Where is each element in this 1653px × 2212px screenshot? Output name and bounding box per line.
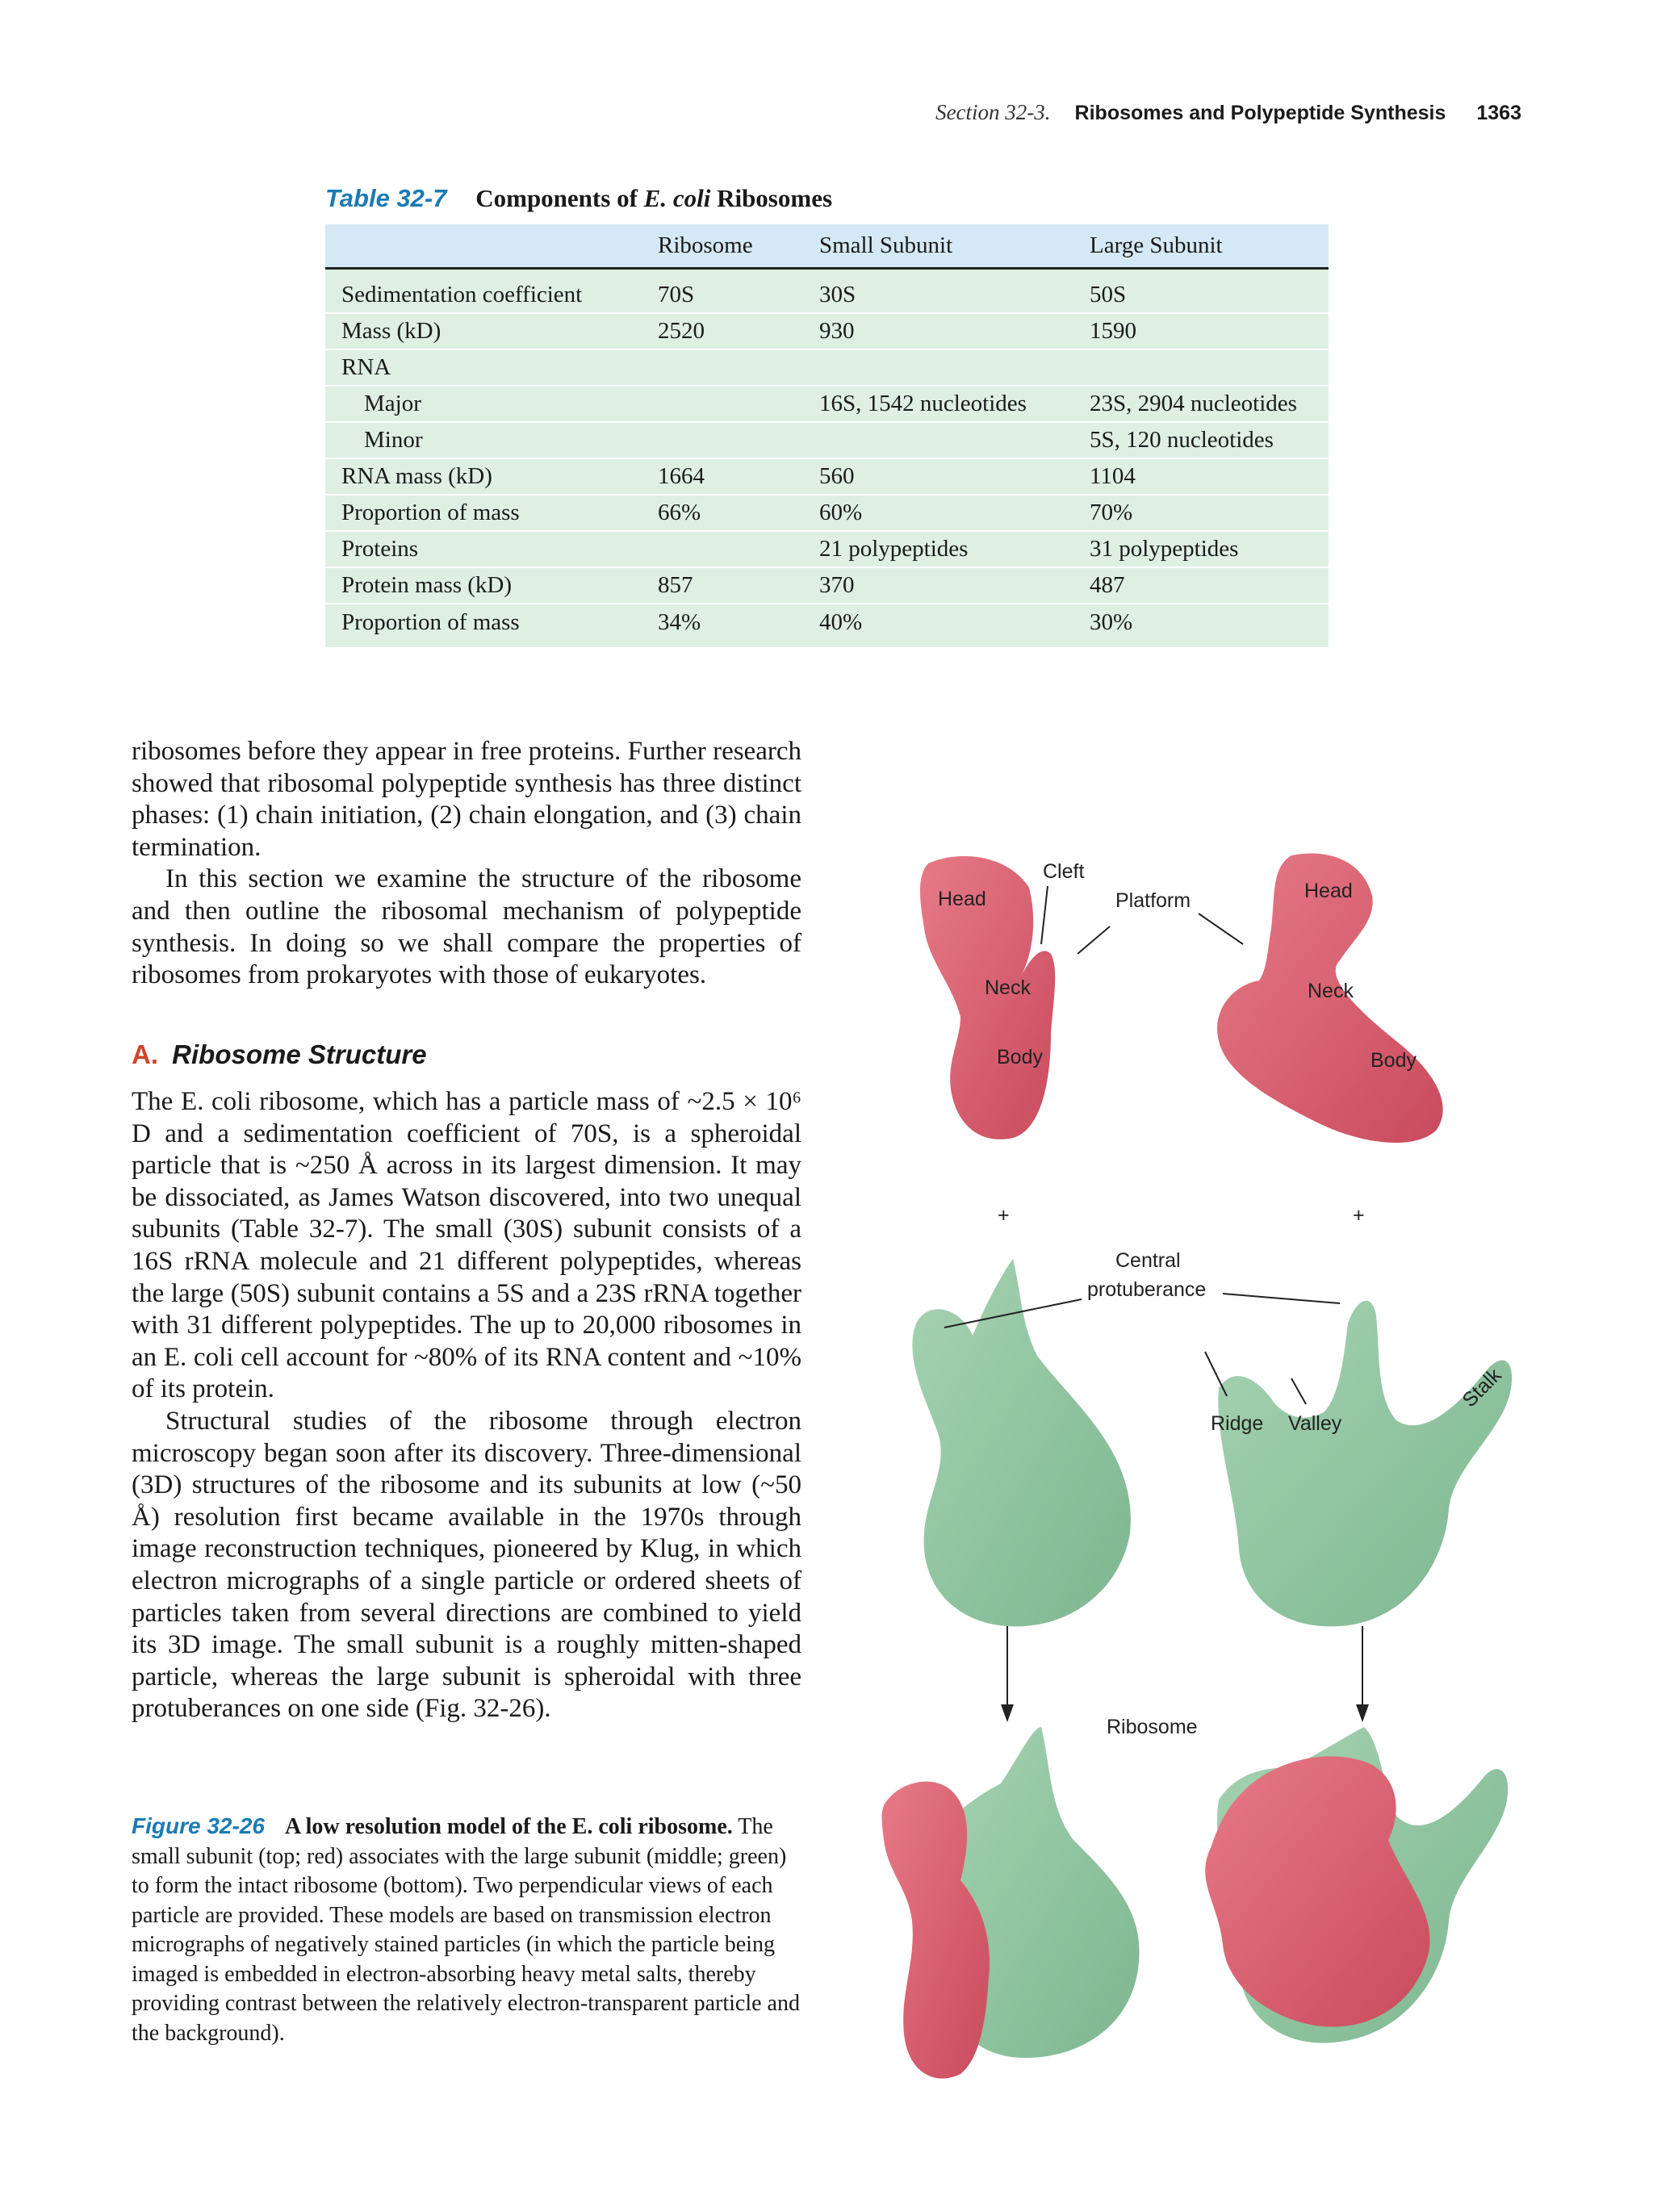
- paragraph: ribosomes before they appear in free proteins. Further research showed that ribosomal polypeptide synthesis has three distinct phases: (1) chain initiation, (2) chain elongation, and (3) chain termination.: [132, 737, 801, 862]
- cell-small: 560: [819, 463, 855, 489]
- table-row: [325, 531, 1329, 567]
- running-head-title: Ribosomes and Polypeptide Synthesis: [1074, 102, 1446, 124]
- arrow-right-head: [1356, 1704, 1369, 1722]
- page-number: 1363: [1476, 102, 1521, 124]
- figure-number: Figure 32-26: [132, 1813, 265, 1838]
- paragraph: In this section we examine the structure of the ribosome and then outline the ribosomal mechanism of polypeptide synthesis. In doing so we shall compare the properties of ribosomes from prokaryotes with those of eukaryotes.: [132, 864, 801, 990]
- cell-small: [819, 349, 1090, 386]
- cell-small: [819, 422, 1090, 458]
- section-text: [132, 1086, 801, 1725]
- row-label: Mass (kD): [341, 318, 441, 344]
- paragraph: The E. coli ribosome, which has a particle mass of ~2.5 × 10⁶ D and a sedimentation coefficient of 70S, is a spheroidal particle that is ~250 Å across in its largest dimension. It may be dissociated, as James Watson discovered, into two unequal subunits (Table 32-7). The small (30S) subunit consists of a 16S rRNA molecule and 21 different polypeptides, whereas the large (50S) subunit contains a 5S and a 23S rRNA together with 31 different polypeptides. The up to 20,000 ribosomes in an E. coli cell account for ~80% of its RNA content and ~10% of its protein.: [132, 1087, 801, 1404]
- row-label: Minor: [364, 427, 423, 453]
- table-header-cell: Ribosome: [658, 224, 819, 268]
- cell-ribosome: [658, 349, 819, 386]
- cell-large: 30%: [1090, 609, 1133, 635]
- cell-large: 50S: [1090, 281, 1127, 307]
- cell-small: 930: [819, 318, 855, 344]
- label-neck-2: Neck: [1308, 980, 1354, 1002]
- large-subunit-view-2: [1218, 1301, 1512, 1627]
- large-subunit-view-1: [912, 1259, 1130, 1626]
- cell-large: 31 polypeptides: [1090, 536, 1239, 562]
- cell-small: 21 polypeptides: [819, 536, 969, 562]
- row-label: RNA mass (kD): [341, 463, 492, 489]
- paragraph: Structural studies of the ribosome through electron microscopy began soon after its discovery. Three-dimensional (3D) structures of the ribosome and its subunits at low (~50 Å) resolution first became available in the 1970s through image reconstruction techniques, pioneered by Klug, in which electron micrographs of a single particle or ordered sheets of particles taken from several directions are combined to yield its 3D image. The small subunit is a roughly mitten-shaped particle, whereas the large subunit is spheroidal with three protuberances on one side (Fig. 32-26).: [132, 1406, 801, 1724]
- table-header-row: [325, 224, 1329, 268]
- cell-small: 370: [819, 572, 855, 598]
- table-row: [325, 386, 1329, 422]
- table-header-cell: Small Subunit: [819, 224, 1090, 268]
- cell-ribosome: 857: [658, 572, 693, 598]
- section-letter: A.: [132, 1039, 158, 1069]
- label-central-1: Central: [1115, 1249, 1181, 1272]
- label-central-2: protuberance: [1087, 1278, 1207, 1301]
- row-label: Proteins: [341, 536, 419, 562]
- cell-large: [1090, 349, 1329, 386]
- ribosome-view-2-small: [1205, 1756, 1429, 2026]
- table-row: [325, 567, 1329, 604]
- row-label: RNA: [341, 354, 391, 380]
- label-body-1: Body: [997, 1046, 1043, 1068]
- cell-large: 23S, 2904 nucleotides: [1090, 391, 1297, 416]
- cell-large: 487: [1090, 572, 1125, 598]
- cell-ribosome: 66%: [658, 500, 701, 525]
- cell-ribosome: 34%: [658, 609, 701, 635]
- running-head-section: Section 32-3.: [935, 100, 1051, 124]
- section-title: Ribosome Structure: [172, 1039, 427, 1069]
- cell-ribosome: [658, 422, 819, 458]
- cell-ribosome: 70S: [658, 281, 695, 307]
- cell-ribosome: 1664: [658, 463, 705, 489]
- table-caption: [325, 184, 832, 213]
- row-label: Protein mass (kD): [341, 572, 513, 598]
- table-header-cell: Large Subunit: [1090, 224, 1329, 268]
- row-label: Sedimentation coefficient: [341, 281, 583, 307]
- table-row: [325, 458, 1329, 495]
- table-header-cell: [325, 224, 658, 268]
- ribosome-figure: [839, 839, 1534, 2082]
- cell-ribosome: [658, 386, 819, 422]
- cell-large: 70%: [1090, 500, 1133, 525]
- table-row: [325, 422, 1329, 458]
- running-head: [935, 100, 1521, 125]
- label-head-1: Head: [938, 888, 986, 910]
- table-row: [325, 313, 1329, 349]
- cell-large: 5S, 120 nucleotides: [1090, 427, 1274, 453]
- label-platform: Platform: [1115, 889, 1191, 912]
- label-neck-1: Neck: [985, 976, 1031, 999]
- ribosome-illustration: [839, 839, 1534, 2082]
- label-stalk: Stalk: [1458, 1364, 1506, 1412]
- figure-caption-text: The small subunit (top; red) associates with the large subunit (middle; green) to form the intact ribosome (bottom). Two perpendicular views of each particle are provided. These models are based on transmission electron micrographs of negatively stained particles (in which the particle being imaged is embedded in electron-absorbing heavy metal salts, thereby providing contrast between the relatively electron-transparent particle and the background).: [132, 1814, 800, 2046]
- table-row: [325, 349, 1329, 386]
- intro-text: [132, 736, 801, 992]
- table-row: [325, 268, 1329, 313]
- label-body-2: Body: [1371, 1049, 1417, 1072]
- table-row: [325, 495, 1329, 531]
- cell-large: 1590: [1090, 318, 1136, 344]
- table-row: [325, 604, 1329, 647]
- plus-sign-2: +: [1353, 1204, 1365, 1227]
- figure-title: A low resolution model of the E. coli ribosome.: [284, 1814, 733, 1839]
- cell-small: 40%: [819, 609, 863, 635]
- cell-small: 60%: [819, 500, 863, 525]
- label-ridge: Ridge: [1211, 1412, 1264, 1435]
- table-number: Table 32-7: [325, 184, 447, 212]
- label-valley: Valley: [1288, 1412, 1342, 1435]
- row-label: Proportion of mass: [341, 609, 520, 635]
- cell-large: 1104: [1090, 463, 1136, 489]
- label-ribosome: Ribosome: [1107, 1716, 1198, 1738]
- cell-small: 16S, 1542 nucleotides: [819, 391, 1027, 416]
- plus-sign-1: +: [998, 1204, 1010, 1227]
- row-label: Major: [364, 391, 421, 416]
- label-cleft: Cleft: [1043, 860, 1085, 883]
- cell-ribosome: 2520: [658, 318, 705, 344]
- arrow-left-head: [1001, 1704, 1014, 1722]
- table-title: Components of E. coli Ribosomes: [475, 184, 833, 212]
- section-heading: [132, 1039, 427, 1070]
- cell-small: 30S: [819, 281, 856, 307]
- label-head-2: Head: [1304, 880, 1353, 902]
- figure-caption: [132, 1812, 801, 2048]
- components-table: [325, 224, 1329, 647]
- cell-ribosome: [658, 531, 819, 567]
- row-label: Proportion of mass: [341, 500, 520, 525]
